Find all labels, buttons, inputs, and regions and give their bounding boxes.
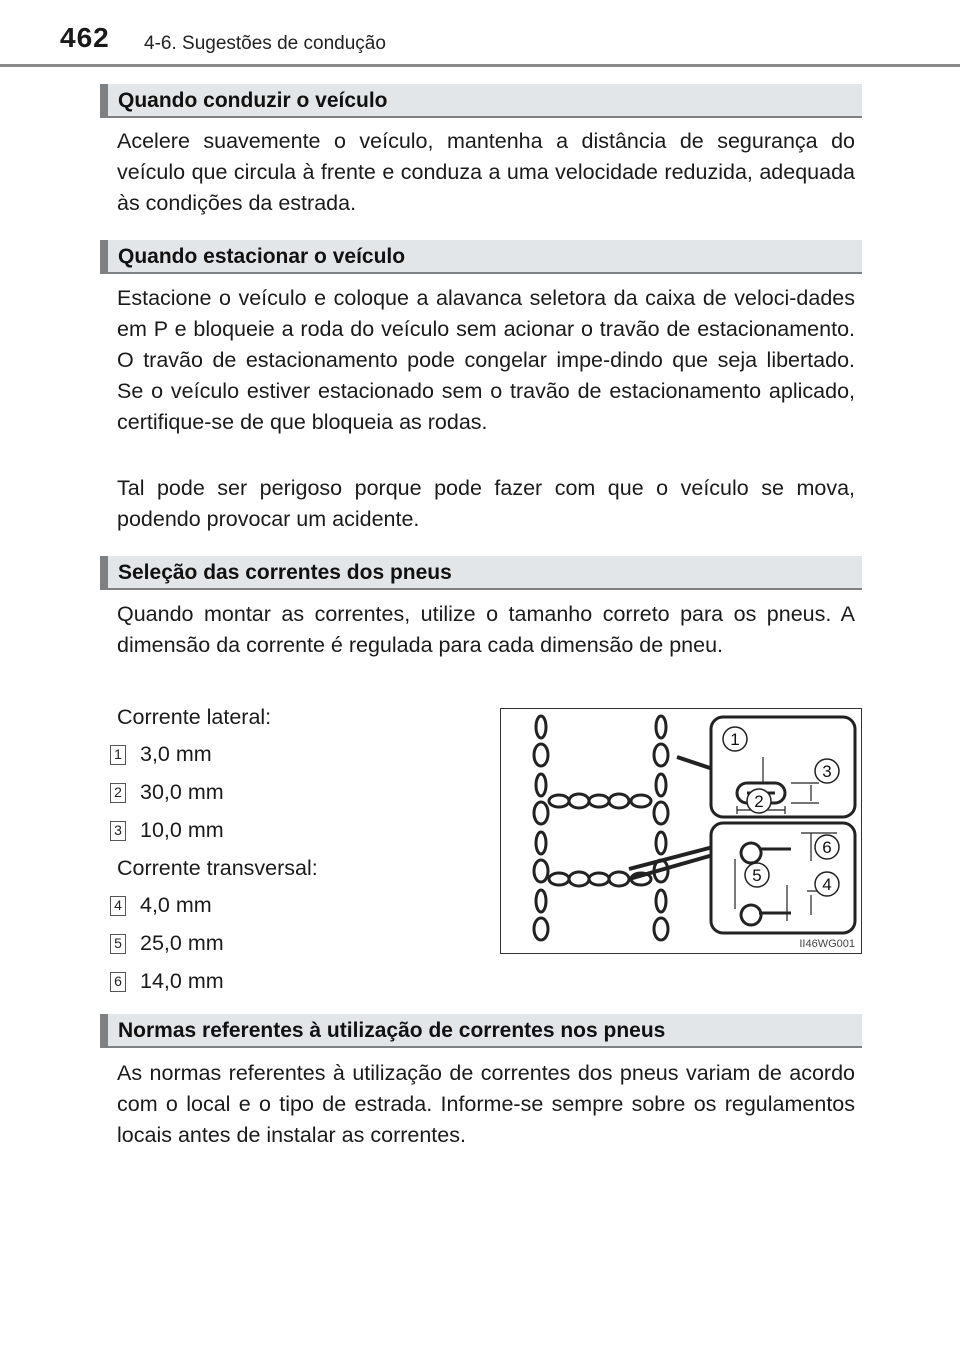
paragraph-parking-warning: Tal pode ser perigoso porque pode fazer com que o veículo se mova, podendo provocar um acidente. bbox=[117, 476, 855, 531]
section-heading-driving bbox=[100, 84, 862, 118]
figure-callout-6: 6 bbox=[822, 838, 832, 857]
section-title: Quando conduzir o veículo bbox=[118, 89, 388, 112]
list-item bbox=[110, 892, 212, 918]
callout-number-3: 3 bbox=[110, 821, 126, 841]
list-item bbox=[110, 930, 224, 956]
paragraph-driving: Acelere suavemente o veículo, mantenha a distância de segurança do veículo que circula à frente e conduza a uma velocidade reduzida, adequada às condições da estrada. bbox=[117, 129, 855, 215]
section-heading-parking bbox=[100, 240, 862, 274]
paragraph-parking: Estacione o veículo e coloque a alavanca seletora da caixa de veloci-dades em P e bloqueie a roda do veículo sem acionar o travão de estacionamento. O travão de estacionamento pode congelar impe-dindo que seja libertado. Se o veículo estiver estacionado sem o travão de estacionamento aplicado, certifique-se de que bloqueia as rodas. bbox=[117, 286, 855, 434]
measurement-value: 30,0 mm bbox=[140, 780, 224, 804]
figure-callout-1: 1 bbox=[730, 730, 740, 749]
measurement-value: 3,0 mm bbox=[140, 742, 212, 766]
list-item bbox=[110, 817, 224, 843]
list-item bbox=[110, 741, 212, 767]
page-header bbox=[0, 0, 960, 70]
section-title: Normas referentes à utilização de correntes nos pneus bbox=[118, 1019, 666, 1042]
figure-callout-2: 2 bbox=[754, 792, 764, 811]
side-chain-label: Corrente lateral: bbox=[117, 705, 272, 729]
paragraph-regulations: As normas referentes à utilização de correntes dos pneus variam de acordo com o local e o tipo de estrada. Informe-se sempre sobre os regulamentos locais antes de instalar as correntes. bbox=[117, 1061, 855, 1147]
measurement-value: 10,0 mm bbox=[140, 818, 224, 842]
section-heading-chain-selection bbox=[100, 556, 862, 590]
figure-callout-5: 5 bbox=[752, 866, 762, 885]
section-title: Seleção das correntes dos pneus bbox=[118, 561, 452, 584]
callout-number-6: 6 bbox=[110, 972, 126, 992]
header-rule bbox=[0, 64, 960, 67]
running-head: 4-6. Sugestões de condução bbox=[144, 33, 386, 54]
tire-chain-diagram bbox=[500, 708, 862, 954]
callout-number-5: 5 bbox=[110, 934, 126, 954]
cross-chain-label: Corrente transversal: bbox=[117, 856, 318, 880]
callout-number-4: 4 bbox=[110, 896, 126, 916]
measurement-value: 14,0 mm bbox=[140, 969, 224, 993]
section-heading-regulations bbox=[100, 1014, 862, 1048]
section-title: Quando estacionar o veículo bbox=[118, 245, 406, 268]
figure-callout-3: 3 bbox=[822, 762, 832, 781]
list-item bbox=[110, 779, 224, 805]
figure-code: II46WG001 bbox=[799, 938, 855, 950]
paragraph-chain-selection: Quando montar as correntes, utilize o tamanho correto para os pneus. A dimensão da corrente é regulada para cada dimensão de pneu. bbox=[117, 602, 855, 657]
page-number: 462 bbox=[60, 22, 110, 53]
measurement-value: 25,0 mm bbox=[140, 931, 224, 955]
measurement-value: 4,0 mm bbox=[140, 893, 212, 917]
figure-callout-4: 4 bbox=[822, 875, 832, 894]
callout-number-2: 2 bbox=[110, 783, 126, 803]
chain-illustration bbox=[501, 709, 861, 953]
callout-number-1: 1 bbox=[110, 745, 126, 765]
list-item bbox=[110, 968, 224, 994]
